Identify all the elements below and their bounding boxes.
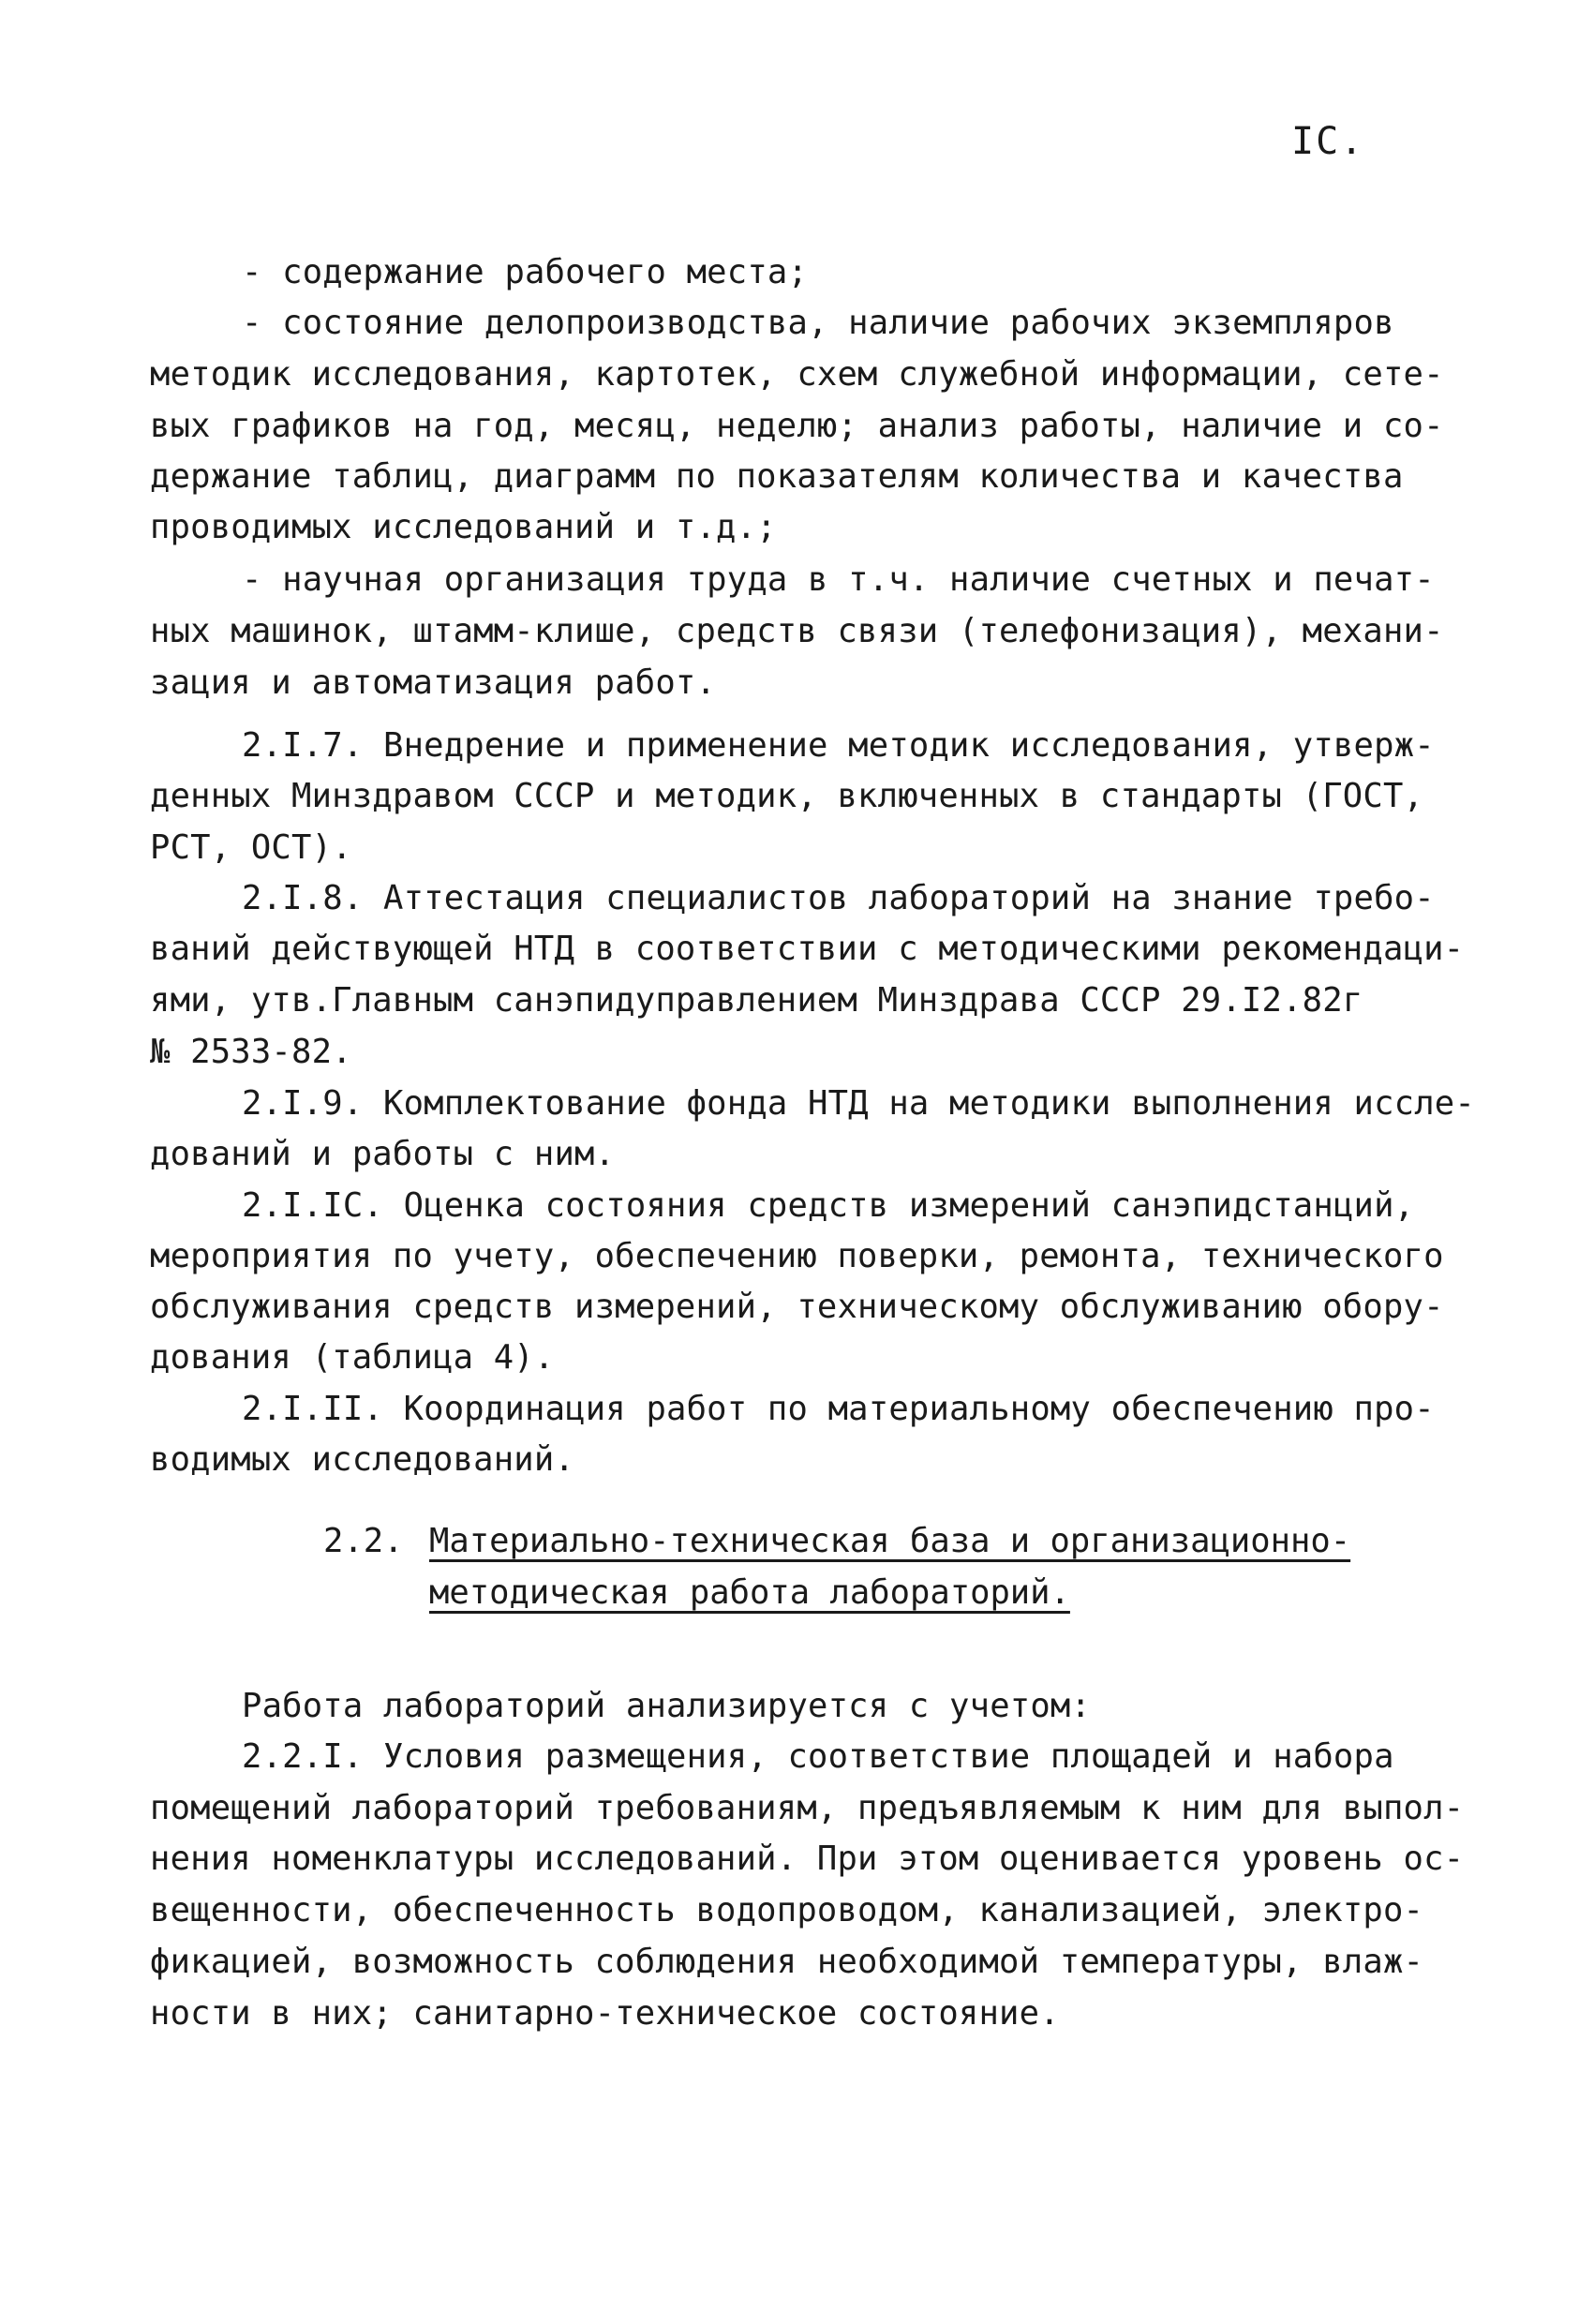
text-line: зация и автоматизация работ.: [150, 663, 717, 702]
text-line: нения номенклатуры исследований. При этом оценивается уровень ос-: [150, 1840, 1465, 1878]
text-line: фикацией, возможность соблюдения необходимой температуры, влаж-: [150, 1943, 1424, 1981]
text-line: денных Минздравом СССР и методик, включенных в стандарты (ГОСТ,: [150, 777, 1424, 815]
text-line: - научная организация труда в т.ч. наличие счетных и печат-: [242, 560, 1435, 599]
text-line: помещений лабораторий требованиям, предъявляемым к ним для выпол-: [150, 1789, 1465, 1827]
text-line: № 2533-82.: [150, 1033, 352, 1071]
text-line: держание таблиц, диаграмм по показателям количества и качества: [150, 457, 1404, 496]
text-line: проводимых исследований и т.д.;: [150, 508, 777, 546]
text-line: ности в них; санитарно-техническое состояние.: [150, 1994, 1060, 2033]
text-line: - состояние делопроизводства, наличие рабочих экземпляров: [242, 304, 1394, 342]
text-line: 2.I.9. Комплектование фонда НТД на методики выполнения иссле-: [242, 1084, 1475, 1123]
text-line: - содержание рабочего места;: [242, 253, 809, 291]
section-heading-number: 2.2.: [323, 1522, 404, 1560]
text-line: вещенности, обеспеченность водопроводом, канализацией, электро-: [150, 1891, 1424, 1929]
text-line: ями, утв.Главным санэпидуправлением Минздрава СССР 29.I2.82г: [150, 981, 1363, 1020]
text-line: мероприятия по учету, обеспечению поверки, ремонта, технического: [150, 1237, 1444, 1275]
text-line: 2.I.II. Координация работ по материальному обеспечению про-: [242, 1390, 1435, 1428]
text-line: 2.I.8. Аттестация специалистов лабораторий на знание требо-: [242, 879, 1435, 917]
text-line: Работа лабораторий анализируется с учетом:: [242, 1687, 1092, 1725]
text-line: обслуживания средств измерений, техническому обслуживанию обору-: [150, 1288, 1444, 1326]
text-line: дований и работы с ним.: [150, 1135, 616, 1173]
text-line: 2.I.7. Внедрение и применение методик исследования, утверж-: [242, 726, 1435, 765]
text-line: вых графиков на год, месяц, неделю; анализ работы, наличие и со-: [150, 407, 1444, 445]
text-line: 2.I.IC. Оценка состояния средств измерений санэпидстанций,: [242, 1186, 1415, 1225]
text-line: ных машинок, штамм-клише, средств связи (телефонизация), механи-: [150, 612, 1444, 650]
page-number: IC.: [1291, 120, 1365, 163]
text-line: 2.2.I. Условия размещения, соответствие площадей и набора: [242, 1737, 1394, 1776]
text-line: РСТ, ОСТ).: [150, 828, 352, 867]
text-line: методик исследования, картотек, схем служебной информации, сете-: [150, 355, 1444, 394]
section-heading: Материально-техническая база и организационно-: [429, 1522, 1351, 1560]
section-heading-continuation: методическая работа лабораторий.: [429, 1573, 1070, 1612]
text-line: ваний действующей НТД в соответствии с методическими рекомендаци-: [150, 930, 1465, 968]
text-line: водимых исследований.: [150, 1440, 575, 1479]
text-line: дования (таблица 4).: [150, 1338, 555, 1377]
